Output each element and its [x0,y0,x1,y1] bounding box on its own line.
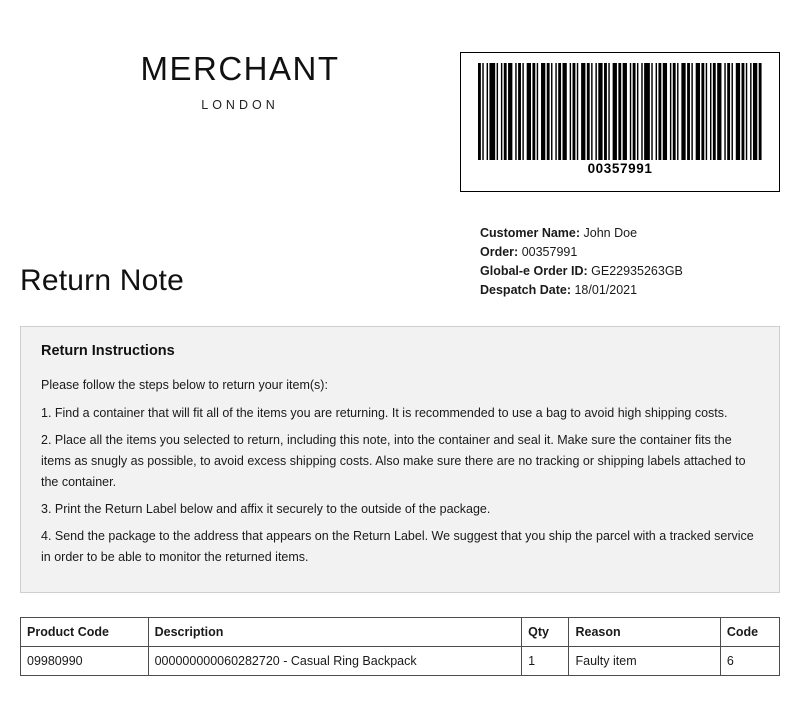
cell-product-code: 09980990 [21,647,149,676]
meta-order-label: Order: [480,245,519,259]
return-instructions-heading: Return Instructions [41,343,175,359]
column-header-description: Description [148,618,522,647]
table-row [21,647,780,676]
order-meta [480,224,780,300]
column-header-qty: Qty [522,618,569,647]
meta-customer-value: John Doe [583,226,638,240]
meta-order-value: 00357991 [521,245,578,259]
meta-globale-label: Global-e Order ID: [480,264,588,278]
meta-order [480,243,780,262]
cell-code: 6 [720,647,779,676]
cell-reason: Faulty item [569,647,720,676]
page-title: Return Note [20,264,184,297]
meta-despatch-label: Despatch Date: [480,283,571,297]
column-header-reason: Reason [569,618,720,647]
return-instructions-panel [20,326,780,593]
return-instructions-step: 3. Print the Return Label below and affix it securely to the outside of the package. [41,502,491,516]
table-header-row [21,618,780,647]
barcode-container [460,52,780,192]
meta-customer-label: Customer Name: [480,226,581,240]
meta-despatch-value: 18/01/2021 [574,283,638,297]
meta-customer [480,224,780,243]
return-instructions-intro: Please follow the steps below to return your item(s): [41,378,328,392]
meta-despatch-date [480,281,780,300]
meta-globale-order-id [480,262,780,281]
brand-subtitle: LONDON [201,98,279,112]
title-and-meta [20,224,780,300]
return-instructions-step: 1. Find a container that will fit all of the items you are returning. It is recommended to use a bag to avoid high shipping costs. [41,406,728,420]
merchant-logo [20,52,450,112]
cell-qty: 1 [522,647,569,676]
barcode-icon [478,63,763,160]
items-table [20,617,780,676]
brand-name: MERCHANT [140,50,340,87]
meta-globale-value: GE22935263GB [591,264,683,278]
document-header [20,0,780,192]
cell-description: 000000000060282720 - Casual Ring Backpack [148,647,522,676]
column-header-code: Code [720,618,779,647]
return-instructions-step: 4. Send the package to the address that appears on the Return Label. We suggest that you ship the parcel with a tracked service in order to be able to monitor the returned items. [41,529,754,564]
return-instructions-step: 2. Place all the items you selected to return, including this note, into the container and seal it. Make sure the container fits the items as snugly as possible, to avoid excess shipping costs. Also make sure there are no tracking or shipping labels attached to the container. [41,433,746,489]
barcode-number: 00357991 [587,161,653,176]
column-header-product-code: Product Code [21,618,149,647]
